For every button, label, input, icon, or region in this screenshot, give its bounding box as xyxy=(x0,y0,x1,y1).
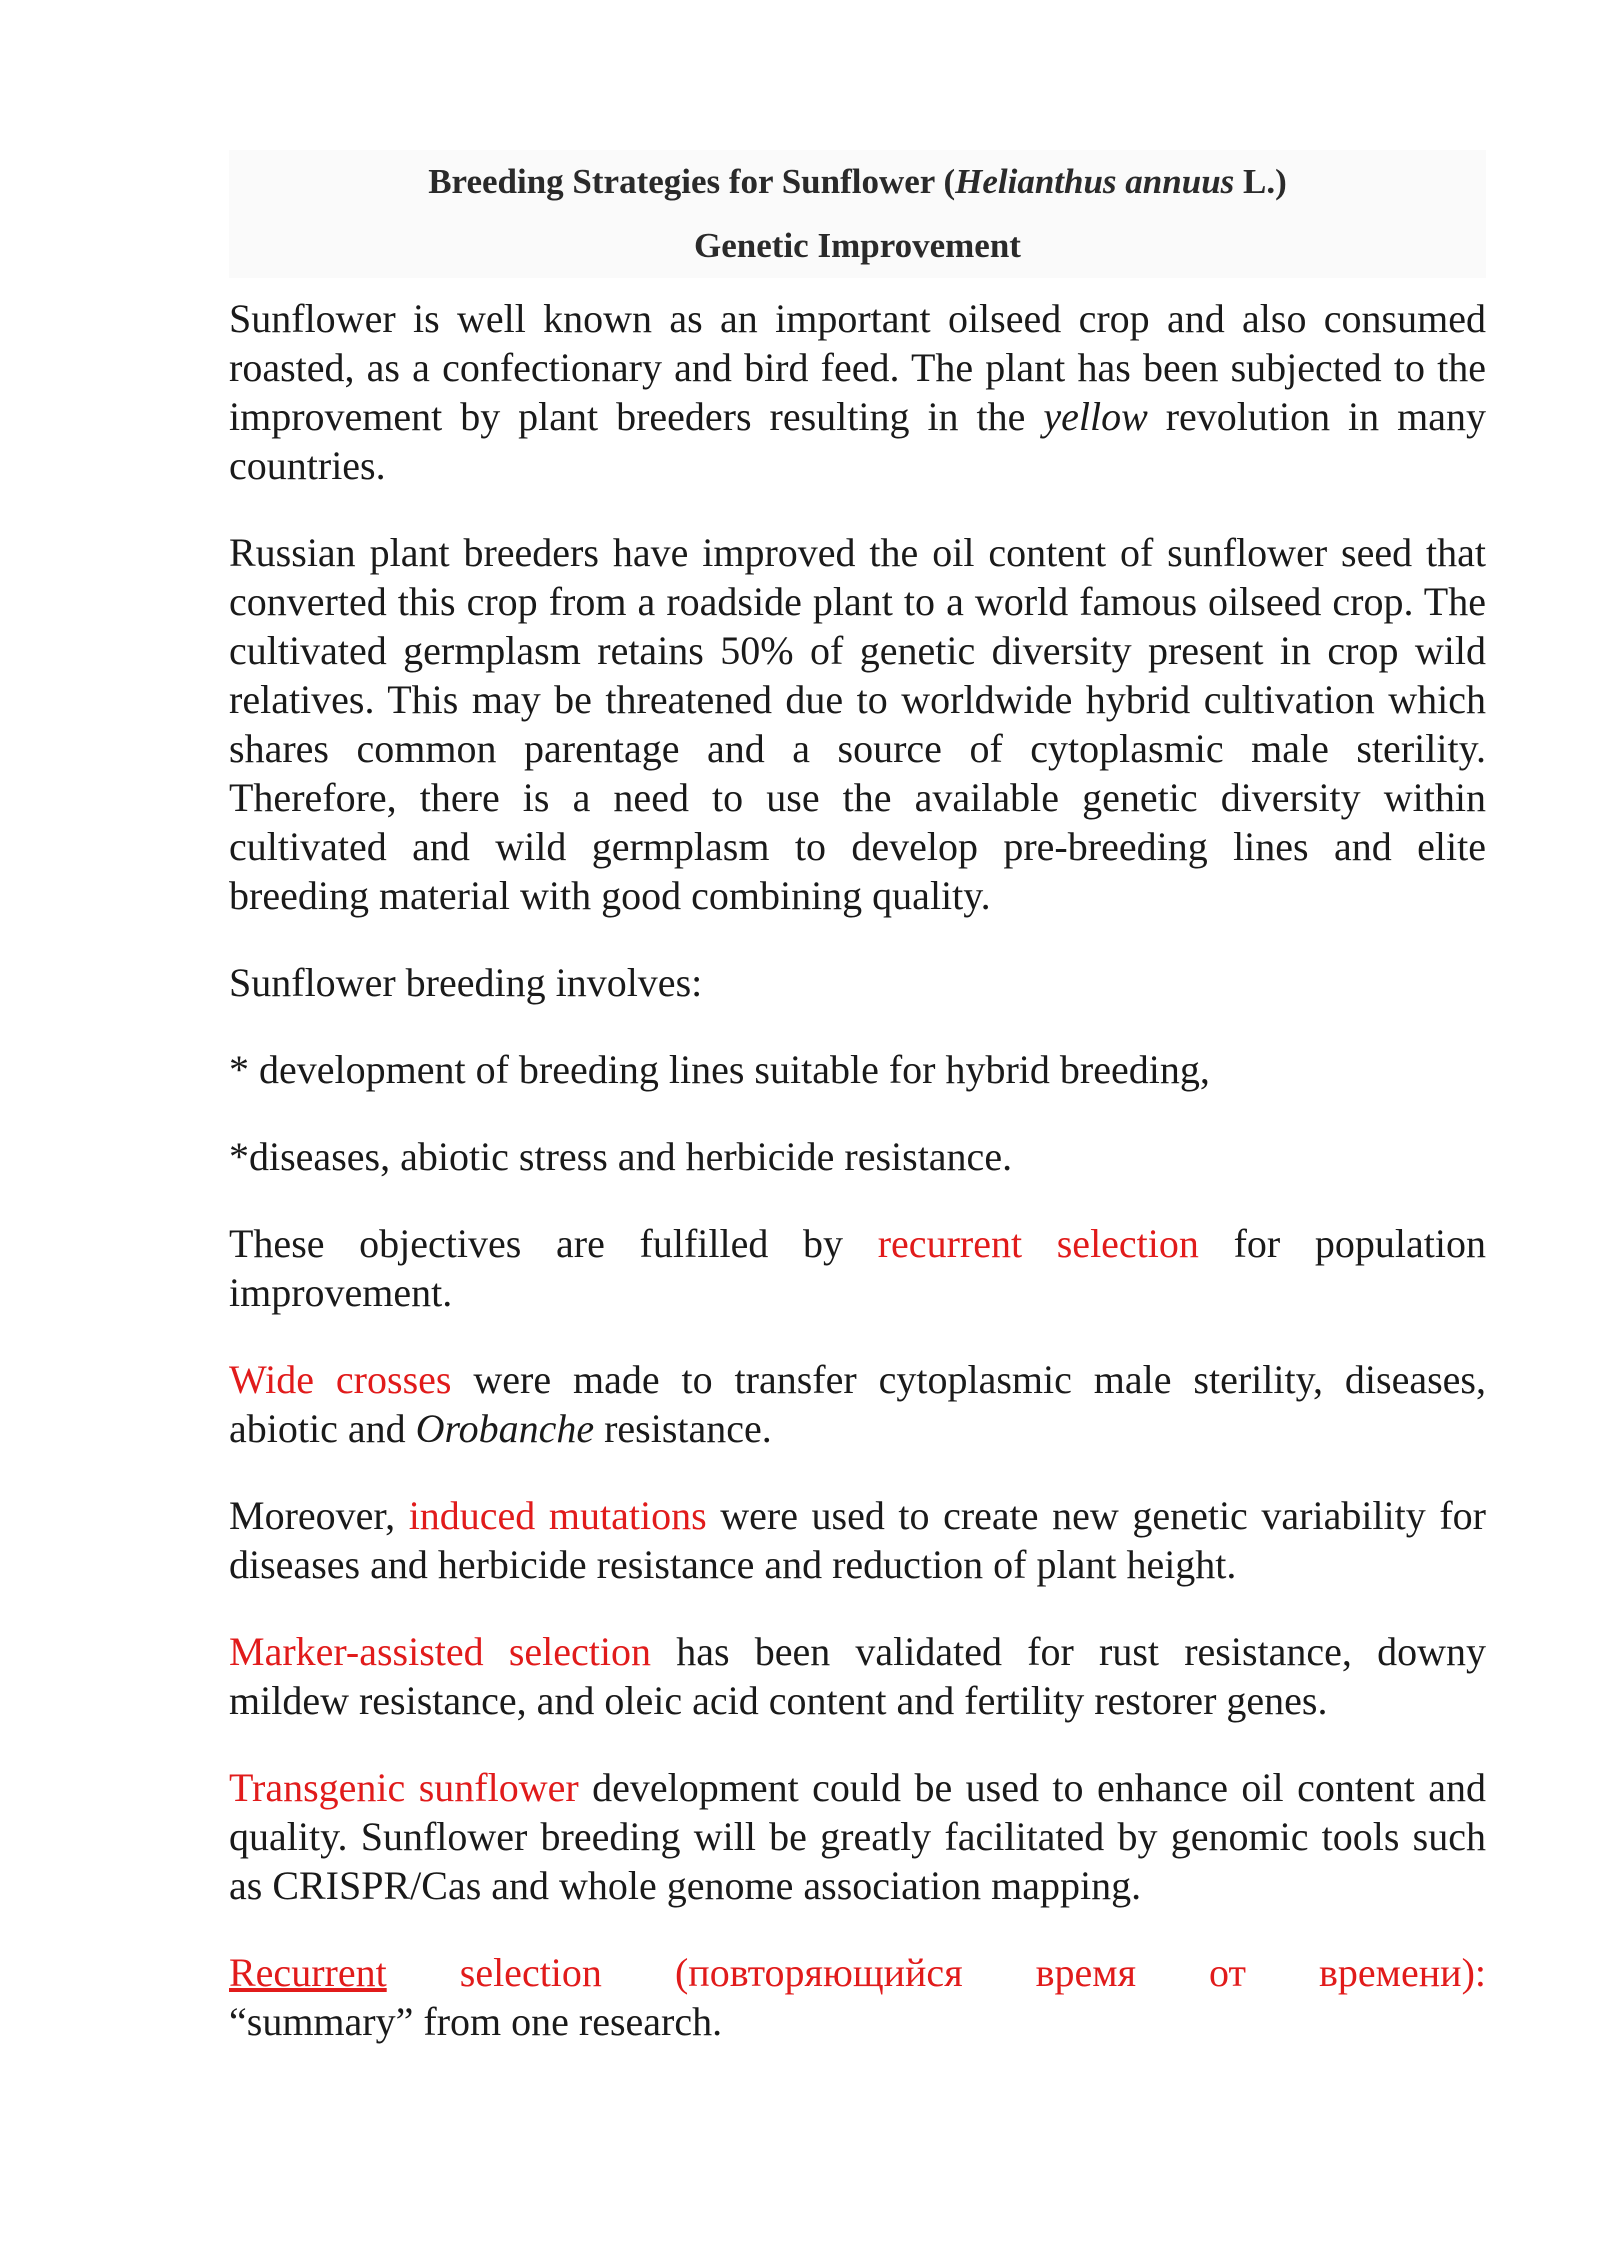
text: Sunflower is well known as an important oilseed crop and also consumed roasted, as a confectionary and bird feed. The plant has been subjected to the improvement by plant breeders resulting in the xyxy=(229,296,1486,439)
highlight-term-underlined: Recurrent xyxy=(229,1950,387,1995)
italic-text: yellow xyxy=(1043,394,1148,439)
paragraph-induced-mutations xyxy=(229,1491,1486,1589)
bullet-breeding-lines: * development of breeding lines suitable for hybrid breeding, xyxy=(229,1047,1210,1092)
text: development could be used to enhance oil content and quality. Sunflower breeding will be greatly facilitated by genomic tools such as CRISPR/Cas and whole genome association mapping. xyxy=(229,1765,1486,1908)
highlight-term: recurrent selection xyxy=(877,1221,1199,1266)
document-subtitle: Genetic Improvement xyxy=(694,226,1021,265)
text: were used to create new genetic variability for diseases and herbicide resistance and reduction of plant height. xyxy=(229,1493,1486,1587)
paragraph-objectives xyxy=(229,1219,1486,1317)
highlight-term: Marker-assisted selection xyxy=(229,1629,652,1674)
paragraph-breeding-involves: Sunflower breeding involves: xyxy=(229,960,703,1005)
document-page xyxy=(229,150,1486,2084)
italic-text: Orobanche xyxy=(415,1406,595,1451)
title-block xyxy=(229,150,1486,278)
paragraph-wide-crosses xyxy=(229,1355,1486,1453)
paragraph-marker-assisted xyxy=(229,1627,1486,1725)
highlight-term: Transgenic sunflower xyxy=(229,1765,579,1810)
title-species: Helianthus annuus xyxy=(955,162,1235,201)
paragraph-transgenic xyxy=(229,1763,1486,1910)
highlight-term: selection (повторяющийся время от времени): xyxy=(386,1950,1486,1995)
paragraph-russian-breeders: Russian plant breeders have improved the oil content of sunflower seed that converted this crop from a roadside plant to a world famous oilseed crop. The cultivated germplasm retains 50% of genetic diversity present in crop wild relatives. This may be threatened due to worldwide hybrid cultivation which shares common parentage and a source of cytoplasmic male sterility. Therefore, there is a need to use the available genetic diversity within cultivated and wild germplasm to develop pre-breeding lines and elite breeding material with good combining quality. xyxy=(229,530,1486,918)
text: These objectives are fulfilled by xyxy=(229,1221,878,1266)
text: for population improvement. xyxy=(229,1221,1487,1315)
text: Moreover, xyxy=(229,1493,409,1538)
title-text: Breeding Strategies for Sunflower ( xyxy=(428,162,956,201)
text: “summary” from one research. xyxy=(229,1999,723,2044)
text: revolution in many countries. xyxy=(229,394,1486,488)
highlight-term: Wide crosses xyxy=(229,1357,452,1402)
text: has been validated for rust resistance, downy mildew resistance, and oleic acid content and fertility restorer genes. xyxy=(229,1629,1486,1723)
bullet-resistance: *diseases, abiotic stress and herbicide resistance. xyxy=(229,1134,1013,1179)
document-title xyxy=(229,150,1486,214)
recurrent-heading-line xyxy=(229,1948,1486,1997)
paragraph-recurrent-selection xyxy=(229,1948,1486,2046)
paragraph-intro xyxy=(229,294,1486,490)
text: were made to transfer cytoplasmic male sterility, diseases, abiotic and xyxy=(229,1357,1486,1451)
title-suffix: L.) xyxy=(1234,162,1287,201)
text: resistance. xyxy=(594,1406,772,1451)
highlight-term: induced mutations xyxy=(408,1493,707,1538)
